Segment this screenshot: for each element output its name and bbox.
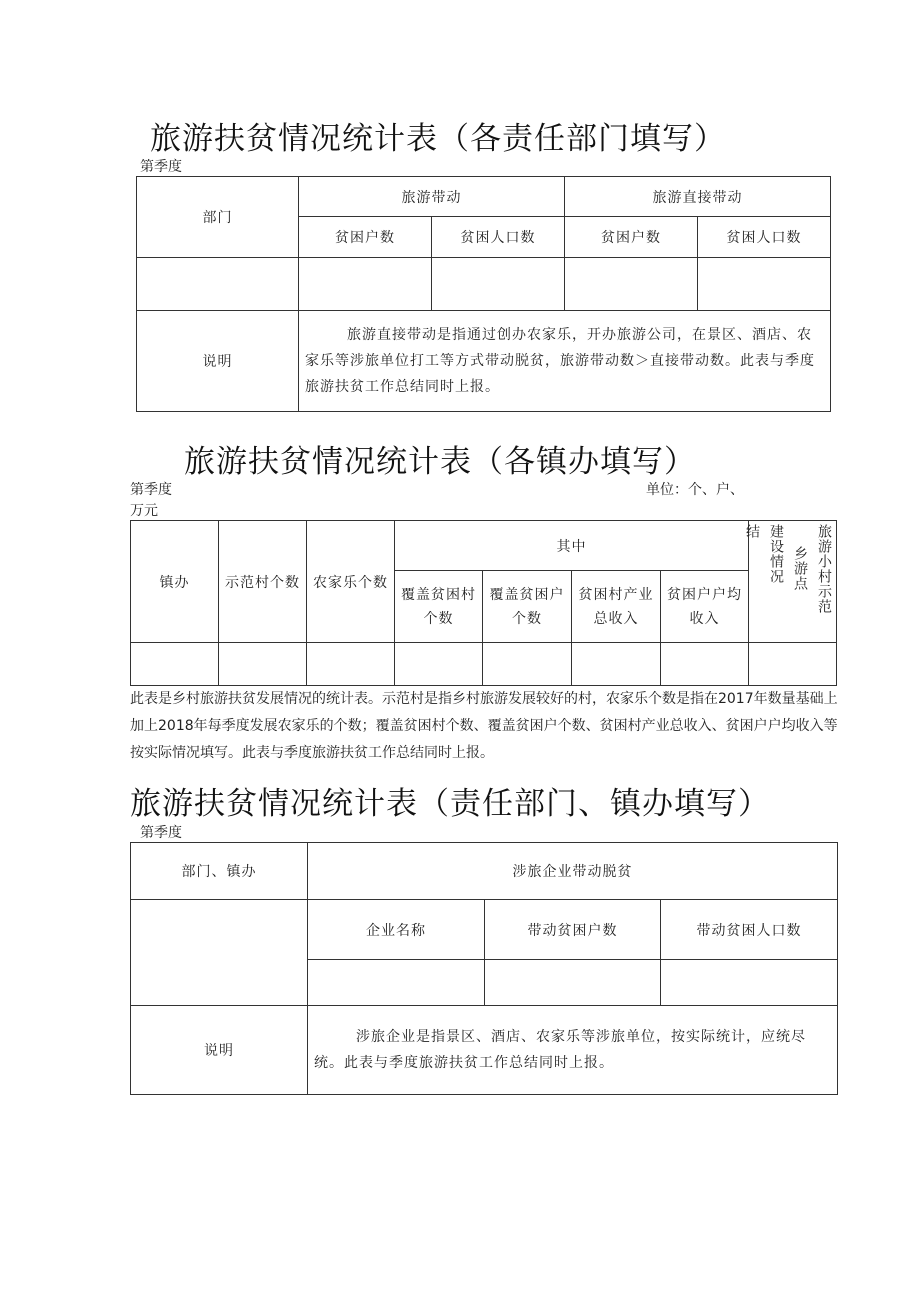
table1-header-households-2: 贫困户数 [565, 217, 698, 258]
table2-header-cover-house: 覆盖贫困户个数 [483, 571, 572, 643]
table1-title: 旅游扶贫情况统计表（各责任部门填写） [150, 121, 726, 157]
table1-cell[interactable] [299, 258, 432, 311]
table2-cell[interactable] [395, 643, 483, 686]
table2-cell[interactable] [131, 643, 219, 686]
table2-cell[interactable] [661, 643, 749, 686]
table3-cell[interactable] [308, 960, 485, 1006]
table2-vertical-col1: 旅游小村示范 [816, 523, 832, 614]
table1-quarter: 第季度 [140, 159, 182, 175]
table1-note-text: 旅游直接带动是指通过创办农家乐，开办旅游公司，在景区、酒店、农家乐等涉旅单位打工等方式带动脱贫，旅游带动数＞直接带动数。此表与季度旅游扶贫工作总结同时上报。 [305, 327, 815, 395]
table2-cell[interactable] [307, 643, 395, 686]
table3-header-people: 带动贫困人口数 [661, 900, 838, 960]
table1-note-label: 说明 [137, 311, 299, 412]
table1-header-households-1: 贫困户数 [299, 217, 432, 258]
table1-header-tour: 旅游带动 [299, 177, 565, 217]
table3-title: 旅游扶贫情况统计表（责任部门、镇办填写） [130, 786, 770, 822]
table1-cell[interactable] [565, 258, 698, 311]
table2-vertical-col4: 结 [744, 523, 760, 539]
table1-header-people-1: 贫困人口数 [432, 217, 565, 258]
table2-cell[interactable] [749, 643, 837, 686]
table3-header-dept-town: 部门、镇办 [131, 843, 308, 900]
table1-header-people-2: 贫困人口数 [698, 217, 831, 258]
table1-header-direct: 旅游直接带动 [565, 177, 831, 217]
table1 [136, 176, 831, 412]
table2-unit-cont: 万元 [130, 503, 158, 519]
table1-cell[interactable] [698, 258, 831, 311]
table2-header-income: 贫困村产业总收入 [572, 571, 661, 643]
table3-cell[interactable] [485, 960, 661, 1006]
table3-dept-town-cell[interactable] [131, 900, 308, 1006]
table2-cell[interactable] [572, 643, 661, 686]
table2-header-farm: 农家乐个数 [307, 521, 395, 643]
table2-cell[interactable] [219, 643, 307, 686]
table2-cell[interactable] [483, 643, 572, 686]
table3-header-enterprise: 涉旅企业带动脱贫 [308, 843, 838, 900]
table2-header-among: 其中 [395, 521, 749, 571]
table1-cell[interactable] [137, 258, 299, 311]
table2-title: 旅游扶贫情况统计表（各镇办填写） [184, 444, 696, 480]
table2 [130, 520, 837, 686]
table3-note-cell [308, 1006, 838, 1095]
table2-header-town: 镇办 [131, 521, 219, 643]
table2-vertical-col3: 建设情况 [768, 523, 784, 584]
table3-note-text: 涉旅企业是指景区、酒店、农家乐等涉旅单位，按实际统计，应统尽统。此表与季度旅游扶贫工作总结同时上报。 [314, 1029, 806, 1071]
table1-note-cell [299, 311, 831, 412]
table2-header-cover-village: 覆盖贫困村个数 [395, 571, 483, 643]
table3-header-households: 带动贫困户数 [485, 900, 661, 960]
table2-note: 此表是乡村旅游扶贫发展情况的统计表。示范村是指乡村旅游发展较好的村，农家乐个数是指在2017年数量基础上加上2018年每季度发展农家乐的个数；覆盖贫困村个数、覆盖贫困户个数、贫困村产业总收入、贫困户户均收入等按实际情况填写。此表与季度旅游扶贫工作总结同时上报。 [130, 691, 838, 761]
table2-header-avg-income: 贫困户户均收入 [661, 571, 749, 643]
table2-quarter: 第季度 [130, 482, 172, 498]
table2-vertical-col2: 乡游点 [792, 545, 808, 591]
table2-header-demo-village [744, 521, 837, 643]
table3-quarter: 第季度 [140, 825, 182, 841]
table2-header-demo: 示范村个数 [219, 521, 307, 643]
table1-cell[interactable] [432, 258, 565, 311]
table2-unit: 单位：个、户、 [646, 482, 744, 498]
table3-cell[interactable] [661, 960, 838, 1006]
table3-note-label: 说明 [131, 1006, 308, 1095]
table3 [130, 842, 838, 1095]
table3-header-name: 企业名称 [308, 900, 485, 960]
table1-header-dept: 部门 [137, 177, 299, 258]
